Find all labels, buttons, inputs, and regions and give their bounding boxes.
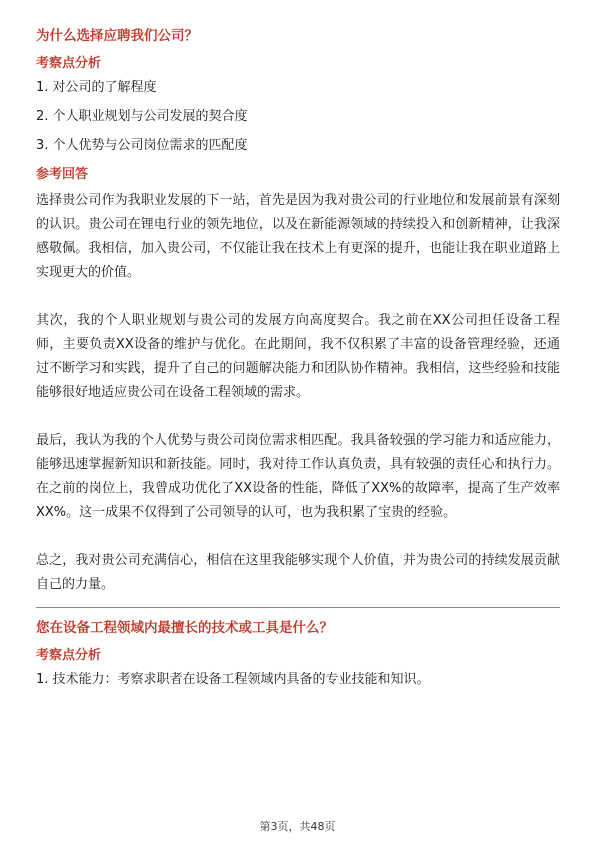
analysis-point: 2. 个人职业规划与公司发展的契合度 — [36, 109, 248, 124]
answer-paragraph: 最后，我认为我的个人优势与贵公司岗位需求相匹配。我具备较强的学习能力和适应能力，能够迅速掌握新知识和新技能。同时，我对待工作认真负责，具有较强的责任心和执行力。在之前的岗位上，我曾成功优化了XX设备的性能，降低了XX%的故障率，提高了生产效率XX%。这一成果不仅得到了公司领导的认可，也为我积累了宝贵的经验。 — [36, 433, 560, 520]
analysis-point: 1. 对公司的了解程度 — [36, 80, 157, 95]
section-divider — [36, 607, 560, 608]
page-footer: 第3页，共48页 — [259, 820, 336, 833]
answer-paragraph: 其次，我的个人职业规划与贵公司的发展方向高度契合。我之前在XX公司担任设备工程师，主要负责XX设备的维护与优化。在此期间，我不仅积累了丰富的设备管理经验，还通过不断学习和实践，提升了自己的问题解决能力和团队协作精神。我相信，这些经验和技能能够很好地适应贵公司在设备工程领域的需求。 — [36, 313, 560, 400]
question-title-2: 您在设备工程领域内最擅长的技术或工具是什么？ — [36, 620, 333, 636]
question-title-1: 为什么选择应聘我们公司？ — [36, 28, 198, 44]
analysis-point: 1. 技术能力：考察求职者在设备工程领域内具备的专业技能和知识。 — [36, 672, 430, 687]
answer-heading-1: 参考回答 — [36, 167, 89, 182]
answer-paragraph: 选择贵公司作为我职业发展的下一站，首先是因为我对贵公司的行业地位和发展前景有深刻的认识。贵公司在锂电行业的领先地位，以及在新能源领域的持续投入和创新精神，让我深感敬佩。我相信，加入贵公司，不仅能让我在技术上有更深的提升，也能让我在职业道路上实现更大的价值。 — [36, 193, 560, 280]
analysis-heading-1: 考察点分析 — [36, 56, 102, 71]
answer-paragraph: 总之，我对贵公司充满信心，相信在这里我能够实现个人价值，并为贵公司的持续发展贡献自己的力量。 — [36, 553, 560, 592]
analysis-heading-2: 考察点分析 — [36, 648, 102, 663]
document-page — [36, 26, 560, 699]
analysis-point: 3. 个人优势与公司岗位需求的匹配度 — [36, 138, 248, 153]
